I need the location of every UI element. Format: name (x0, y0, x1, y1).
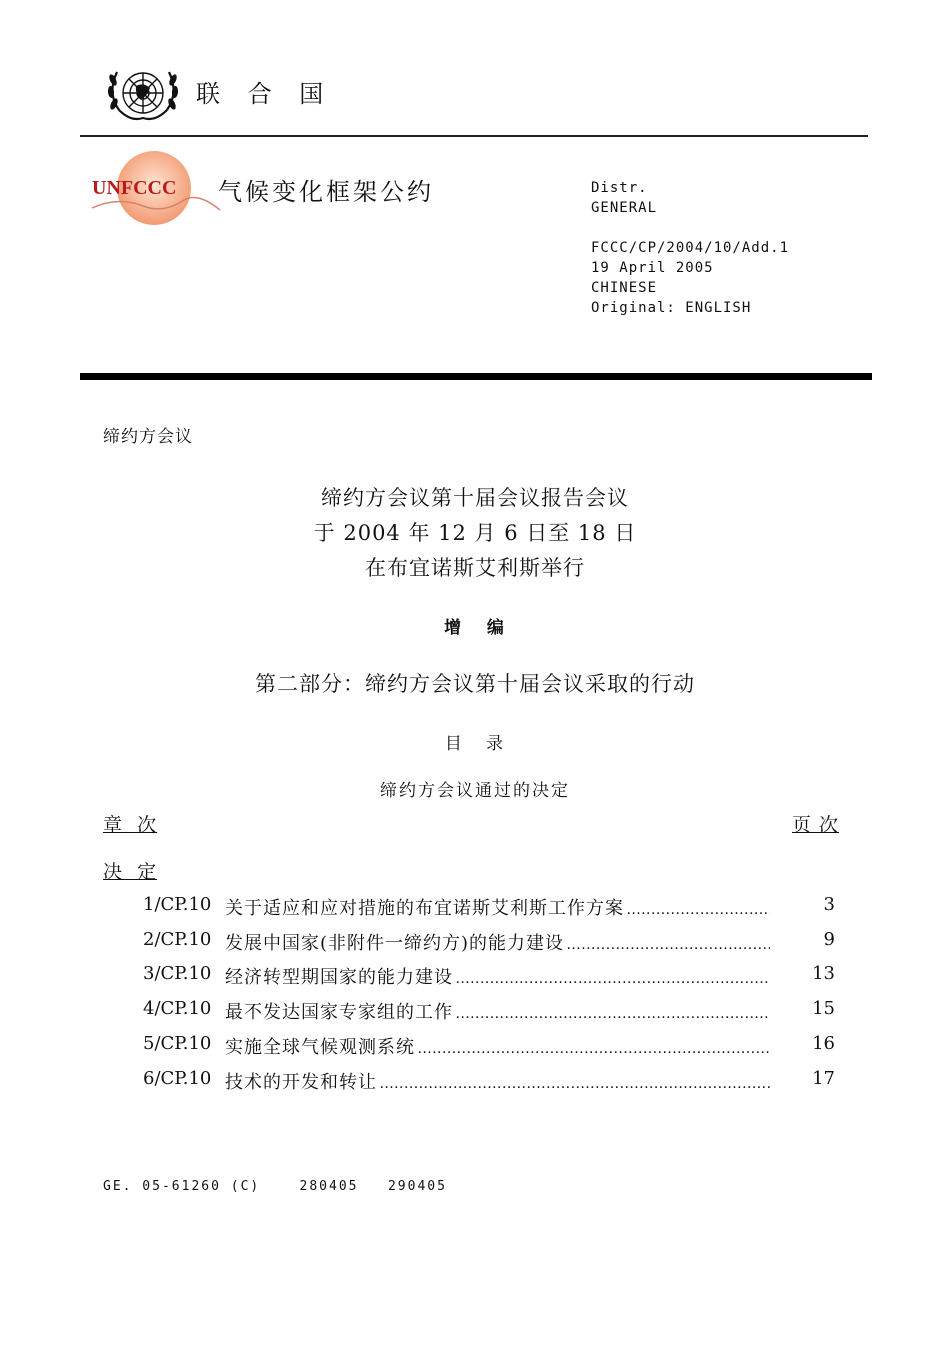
toc-row[interactable] (103, 894, 838, 924)
toc-row[interactable] (103, 998, 838, 1028)
toc-page-number: 15 (812, 998, 835, 1019)
toc-row[interactable] (103, 1033, 838, 1063)
document-date: 19 April 2005 (591, 260, 714, 276)
addendum-heading: 增 编 (444, 618, 506, 638)
toc-decision-number: 3/CP.10 (143, 963, 212, 984)
decisions-heading: 缔约方会议通过的决定 (380, 781, 570, 801)
un-emblem-logo (103, 60, 183, 132)
toc-decision-title[interactable]: 经济转型期国家的能力建设 . . . (225, 963, 770, 989)
toc-page-number: 17 (812, 1068, 835, 1089)
page-column-header: 页 次 (792, 814, 840, 836)
toc-decision-number: 2/CP.10 (143, 929, 212, 950)
toc-decision-number: 5/CP.10 (143, 1033, 212, 1054)
toc-page-number: 3 (823, 894, 835, 915)
toc-decision-title[interactable]: 技术的开发和转让 . . . (225, 1068, 770, 1094)
un-name: 联 合 国 (196, 80, 334, 108)
toc-decision-number: 4/CP.10 (143, 998, 212, 1019)
distr-value: GENERAL (591, 200, 658, 216)
part-title: 第二部分：缔约方会议第十届会议采取的行动 (255, 672, 695, 696)
toc-page-number: 9 (823, 929, 835, 950)
report-title-line-1: 缔约方会议第十届会议报告会议 (321, 486, 629, 510)
toc-decision-title[interactable]: 最不发达国家专家组的工作 . . . (225, 998, 770, 1024)
document-symbol: FCCC/CP/2004/10/Add.1 (591, 240, 790, 256)
original-language: Original: ENGLISH (591, 300, 752, 316)
distr-label: Distr. (591, 180, 648, 196)
toc-heading: 目 录 (444, 734, 506, 754)
document-metadata (591, 178, 789, 318)
toc-decision-number: 6/CP.10 (143, 1068, 212, 1089)
toc-row[interactable] (103, 1068, 838, 1098)
toc-row[interactable] (103, 929, 838, 959)
report-title-line-2: 于 2004 年 12 月 6 日至 18 日 (313, 521, 637, 545)
unfccc-logo-text: UNFCCC (92, 177, 177, 199)
document-language: CHINESE (591, 280, 658, 296)
header-divider-thick (80, 373, 872, 380)
body-label: 缔约方会议 (103, 427, 193, 447)
toc-page-number: 13 (812, 963, 835, 984)
toc-decision-title[interactable]: 实施全球气候观测系统 . . . (225, 1033, 770, 1059)
decisions-label: 决 定 (103, 861, 158, 883)
report-title-line-3: 在布宜诺斯艾利斯举行 (365, 556, 585, 580)
toc-decision-title[interactable]: 发展中国家(非附件一缔约方)的能力建设 . . . (225, 929, 770, 955)
unfccc-logo (88, 148, 228, 232)
toc-decision-number: 1/CP.10 (143, 894, 212, 915)
convention-name: 气候变化框架公约 (218, 178, 434, 206)
toc-row[interactable] (103, 963, 838, 993)
toc-page-number: 16 (812, 1033, 835, 1054)
chapter-column-header: 章 次 (103, 814, 158, 836)
toc-decision-title[interactable]: 关于适应和应对措施的布宜诺斯艾利斯工作方案 . . . (225, 894, 770, 920)
document-job-code: GE. 05-61260 (C) 280405 290405 (103, 1179, 447, 1194)
header-divider-thin (80, 135, 868, 137)
